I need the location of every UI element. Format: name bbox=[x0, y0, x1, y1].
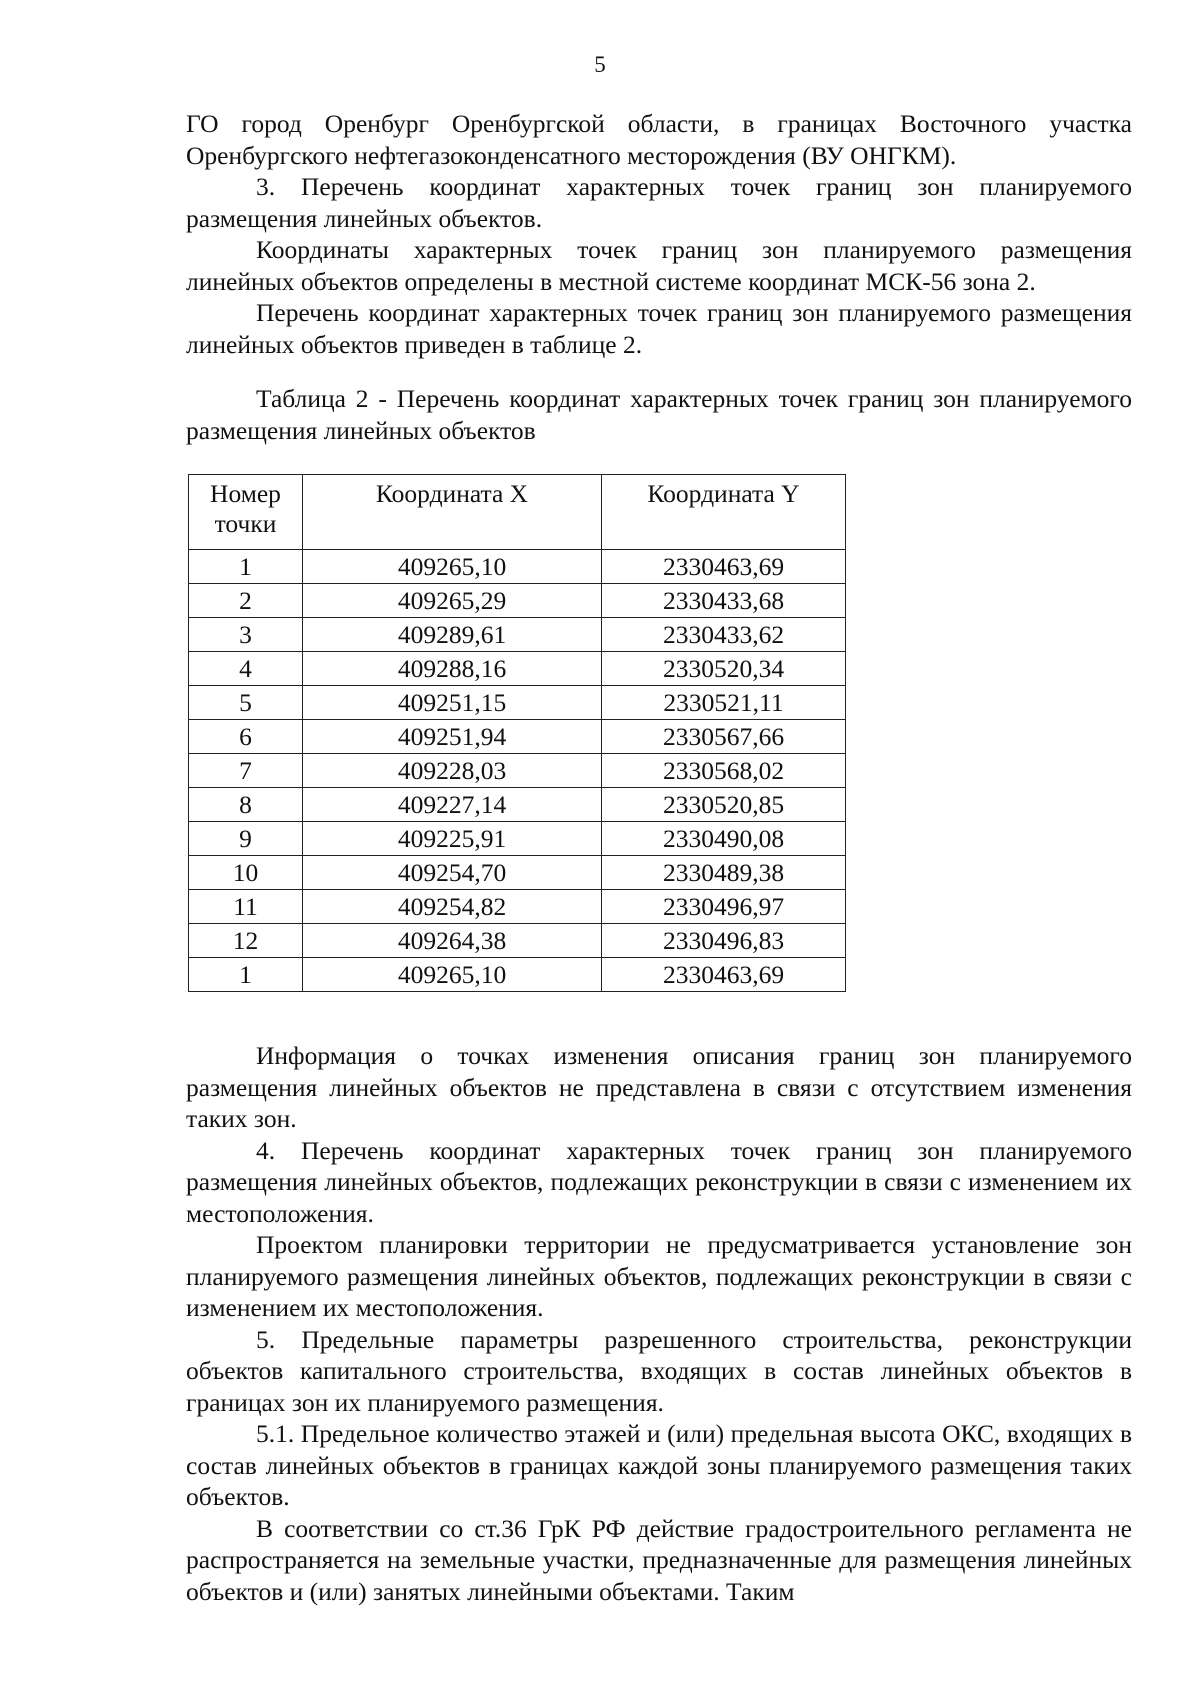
table-row bbox=[189, 550, 846, 584]
after-table-text bbox=[186, 1040, 1132, 1607]
table-row bbox=[189, 890, 846, 924]
coordinate-y: 2330489,38 bbox=[602, 856, 846, 890]
point-number: 9 bbox=[189, 822, 303, 856]
paragraph: В соответствии со ст.36 ГрК РФ действие градостроительного регламента не распространяется на земельные участки, предназначенные для размещения линейных объектов и (или) занятых линейными объектами. Таким bbox=[186, 1513, 1132, 1606]
section-5-1-heading: 5.1. Предельное количество этажей и (или) предельная высота ОКС, входящих в состав линейных объектов в границах каждой зоны планируемого размещения таких объектов. bbox=[186, 1419, 1132, 1511]
point-number: 1 bbox=[189, 958, 303, 992]
coordinate-y: 2330463,69 bbox=[602, 550, 846, 584]
coordinate-x: 409251,15 bbox=[303, 686, 602, 720]
header-coordinate-y: Координата Y bbox=[602, 475, 846, 550]
table-row bbox=[189, 924, 846, 958]
paragraph: ГО город Оренбург Оренбургской области, в границах Восточного участка Оренбургского нефтегазоконденсатного месторождения (ВУ ОНГКМ). bbox=[186, 109, 1132, 170]
table-row bbox=[189, 788, 846, 822]
coordinate-y: 2330496,97 bbox=[602, 890, 846, 924]
table-header-row bbox=[189, 475, 846, 550]
table-row bbox=[189, 754, 846, 788]
point-number: 5 bbox=[189, 686, 303, 720]
table-row bbox=[189, 686, 846, 720]
page-number: 5 bbox=[594, 52, 606, 77]
point-number: 10 bbox=[189, 856, 303, 890]
intro-text bbox=[186, 108, 1132, 360]
coordinate-x: 409254,70 bbox=[303, 856, 602, 890]
point-number: 3 bbox=[189, 618, 303, 652]
coordinate-y: 2330433,62 bbox=[602, 618, 846, 652]
coordinate-x: 409288,16 bbox=[303, 652, 602, 686]
coordinate-x: 409254,82 bbox=[303, 890, 602, 924]
coordinate-x: 409228,03 bbox=[303, 754, 602, 788]
coordinate-y: 2330521,11 bbox=[602, 686, 846, 720]
point-number: 11 bbox=[189, 890, 303, 924]
table-row bbox=[189, 856, 846, 890]
coordinate-y: 2330568,02 bbox=[602, 754, 846, 788]
coordinate-y: 2330496,83 bbox=[602, 924, 846, 958]
coordinate-y: 2330520,85 bbox=[602, 788, 846, 822]
paragraph: Информация о точках изменения описания границ зон планируемого размещения линейных объектов не представлена в связи с отсутствием изменения таких зон. bbox=[186, 1041, 1132, 1133]
point-number: 1 bbox=[189, 550, 303, 584]
coordinate-x: 409225,91 bbox=[303, 822, 602, 856]
coordinate-x: 409289,61 bbox=[303, 618, 602, 652]
coordinate-x: 409265,29 bbox=[303, 584, 602, 618]
paragraph: Проектом планировки территории не предусматривается установление зон планируемого размещения линейных объектов, подлежащих реконструкции в связи с изменением их местоположения. bbox=[186, 1230, 1132, 1322]
header-point-number: Номер точки bbox=[189, 475, 303, 550]
paragraph: Перечень координат характерных точек границ зон планируемого размещения линейных объектов приведен в таблице 2. bbox=[186, 298, 1132, 359]
table-row bbox=[189, 822, 846, 856]
point-number: 6 bbox=[189, 720, 303, 754]
table-row bbox=[189, 618, 846, 652]
point-number: 4 bbox=[189, 652, 303, 686]
coordinate-y: 2330463,69 bbox=[602, 958, 846, 992]
point-number: 12 bbox=[189, 924, 303, 958]
point-number: 2 bbox=[189, 584, 303, 618]
coordinate-x: 409265,10 bbox=[303, 550, 602, 584]
section-4-heading: 4. Перечень координат характерных точек границ зон планируемого размещения линейных объектов, подлежащих реконструкции в связи с изменением их местоположения. bbox=[186, 1135, 1132, 1228]
table-row bbox=[189, 720, 846, 754]
coordinates-table bbox=[188, 474, 846, 992]
paragraph: Координаты характерных точек границ зон планируемого размещения линейных объектов определены в местной системе координат МСК-56 зона 2. bbox=[186, 235, 1132, 296]
coordinate-x: 409251,94 bbox=[303, 720, 602, 754]
coordinate-y: 2330433,68 bbox=[602, 584, 846, 618]
table-caption-block bbox=[186, 383, 1132, 446]
coordinate-y: 2330490,08 bbox=[602, 822, 846, 856]
coordinate-y: 2330520,34 bbox=[602, 652, 846, 686]
table-row bbox=[189, 958, 846, 992]
point-number: 7 bbox=[189, 754, 303, 788]
coordinate-x: 409264,38 bbox=[303, 924, 602, 958]
table-caption: Таблица 2 - Перечень координат характерных точек границ зон планируемого размещения линейных объектов bbox=[186, 384, 1132, 445]
coordinate-x: 409265,10 bbox=[303, 958, 602, 992]
point-number: 8 bbox=[189, 788, 303, 822]
section-3-heading: 3. Перечень координат характерных точек границ зон планируемого размещения линейных объектов. bbox=[186, 172, 1132, 233]
header-coordinate-x: Координата X bbox=[303, 475, 602, 550]
table-row bbox=[189, 584, 846, 618]
coordinate-x: 409227,14 bbox=[303, 788, 602, 822]
table-row bbox=[189, 652, 846, 686]
section-5-heading: 5. Предельные параметры разрешенного строительства, реконструкции объектов капитального строительства, входящих в состав линейных объектов в границах зон их планируемого размещения. bbox=[186, 1324, 1132, 1417]
coordinate-y: 2330567,66 bbox=[602, 720, 846, 754]
